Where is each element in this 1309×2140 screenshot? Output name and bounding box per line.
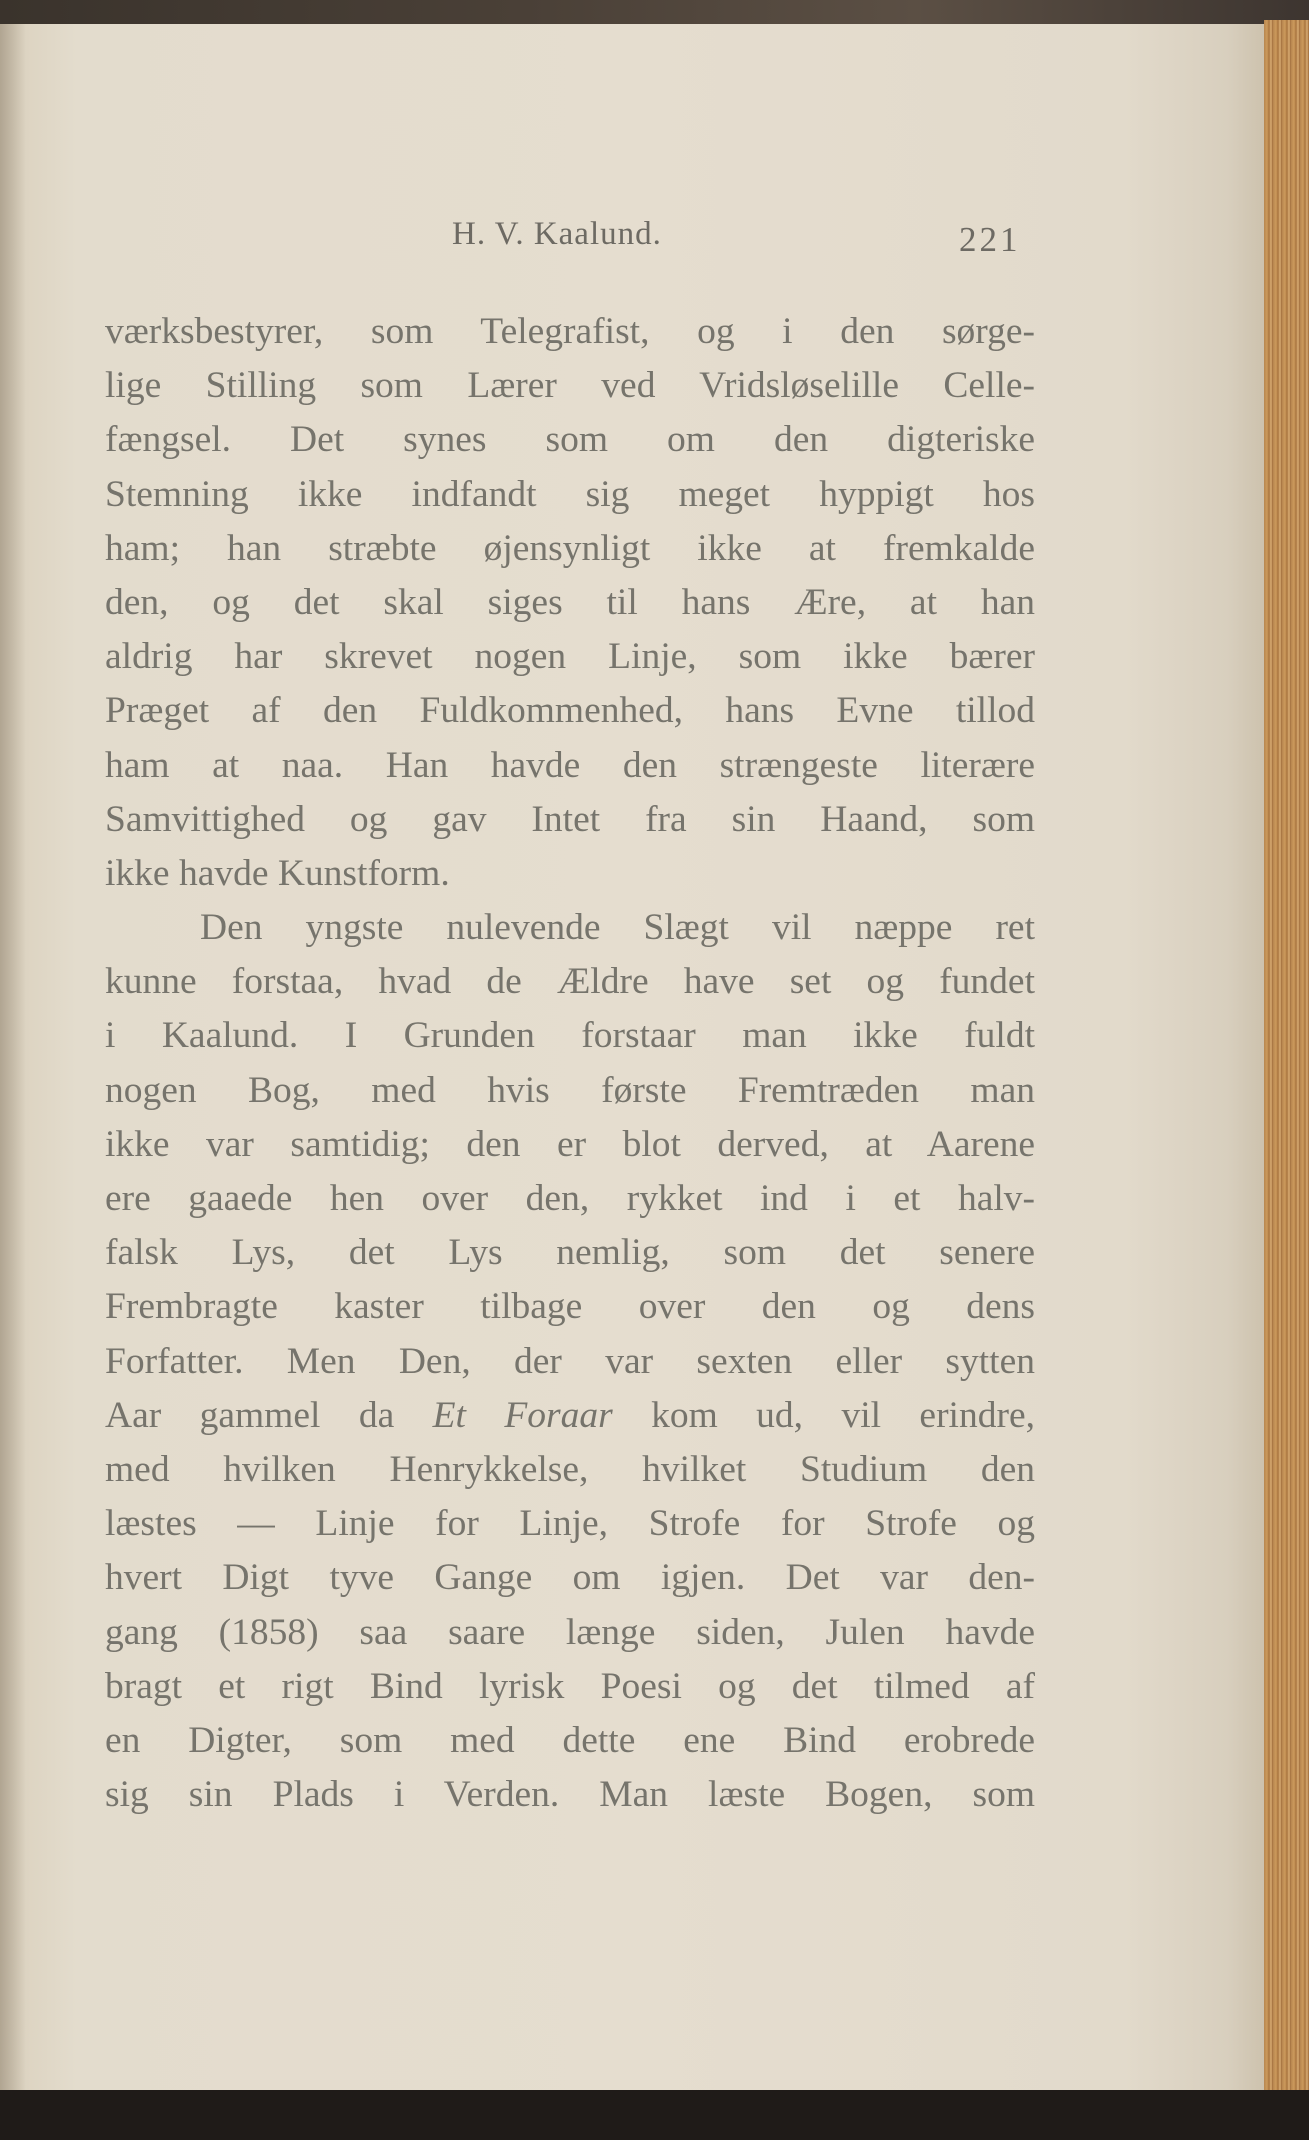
text-line: aldrig har skrevet nogen Linje, som ikke bærer (105, 636, 1035, 678)
text-line: Forfatter. Men Den, der var sexten eller sytten (105, 1340, 1035, 1382)
body-text (105, 305, 1035, 1822)
page-fore-edge (1264, 20, 1309, 2100)
running-title: H. V. Kaalund. (452, 216, 662, 252)
text-line: med hvilken Henrykkelse, hvilket Studium den (105, 1448, 1035, 1490)
text-line-with-title (105, 1389, 1035, 1443)
text-line: hvert Digt tyve Gange om igjen. Det var den- (105, 1557, 1035, 1599)
paragraph (105, 901, 1035, 1822)
text-line: Stemning ikke indfandt sig meget hyppigt hos (105, 473, 1035, 515)
text-line: en Digter, som med dette ene Bind erobrede (105, 1719, 1035, 1761)
text-line: fængsel. Det synes som om den digteriske (105, 419, 1035, 461)
text-line: læstes — Linje for Linje, Strofe for Strofe og (105, 1503, 1035, 1545)
text-line: ikke var samtidig; den er blot derved, at Aarene (105, 1123, 1035, 1165)
text-line: den, og det skal siges til hans Ære, at han (105, 581, 1035, 623)
text-line: sig sin Plads i Verden. Man læste Bogen, som (105, 1774, 1035, 1816)
text-run: Aar gammel da (105, 1394, 433, 1436)
text-line: Præget af den Fuldkommenhed, hans Evne tillod (105, 690, 1035, 732)
text-line: i Kaalund. I Grunden forstaar man ikke fuldt (105, 1015, 1035, 1057)
page-number: 221 (959, 220, 1021, 259)
book-cover-bottom-edge (0, 2090, 1309, 2140)
running-head (0, 216, 1309, 266)
gutter-shadow (0, 24, 26, 2094)
paragraph (105, 305, 1035, 901)
text-line: bragt et rigt Bind lyrisk Poesi og det tilmed af (105, 1665, 1035, 1707)
book-cover-top-edge (0, 0, 1309, 26)
text-line: Frembragte kaster tilbage over den og dens (105, 1286, 1035, 1328)
text-line: gang (1858) saa saare længe siden, Julen havde (105, 1611, 1035, 1653)
text-line: ham; han stræbte øjensynligt ikke at fremkalde (105, 527, 1035, 569)
book-title-italic: Et Foraar (432, 1394, 613, 1436)
text-line: Samvittighed og gav Intet fra sin Haand, som (105, 798, 1035, 840)
text-line: lige Stilling som Lærer ved Vridsløselille Celle- (105, 365, 1035, 407)
text-line: kunne forstaa, hvad de Ældre have set og fundet (105, 961, 1035, 1003)
text-line: ere gaaede hen over den, rykket ind i et halv- (105, 1178, 1035, 1219)
text-run: kom ud, vil erindre, (612, 1394, 1035, 1436)
text-line: falsk Lys, det Lys nemlig, som det senere (105, 1232, 1035, 1274)
text-line: Den yngste nulevende Slægt vil næppe ret (200, 907, 1035, 949)
text-line: ham at naa. Han havde den strængeste literære (105, 744, 1035, 786)
text-line: nogen Bog, med hvis første Fremtræden man (105, 1069, 1035, 1111)
text-line: værksbestyrer, som Telegrafist, og i den sørge- (105, 311, 1035, 352)
text-line: ikke havde Kunstform. (105, 852, 450, 894)
